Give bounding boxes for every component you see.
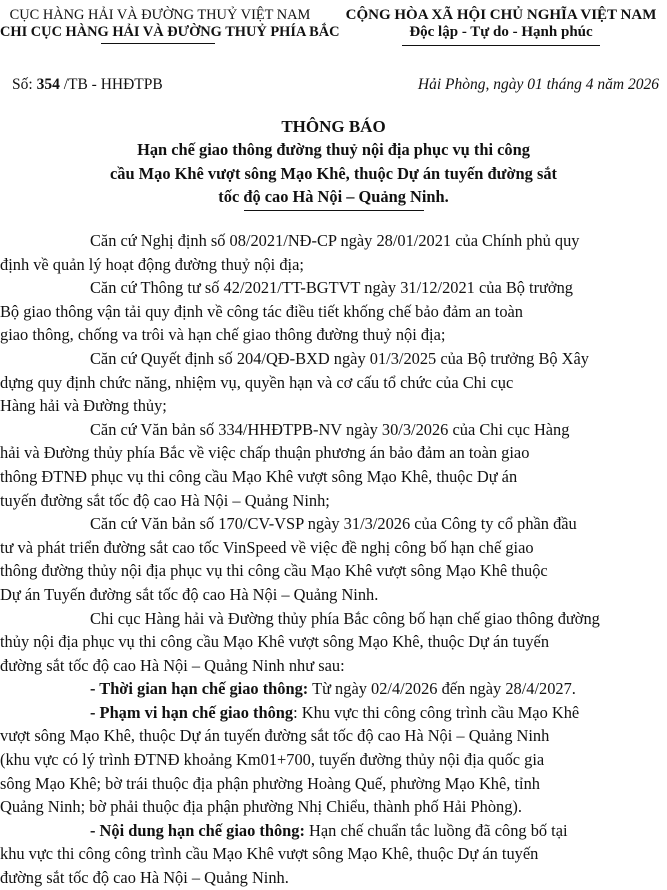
restriction-time-item bbox=[60, 677, 667, 701]
text-line bbox=[60, 819, 667, 843]
legal-basis-paragraph bbox=[0, 347, 667, 418]
restriction-scope-item bbox=[0, 701, 667, 819]
text-line: thông ĐTNĐ phục vụ thi công cầu Mạo Khê vượt sông Mạo Khê, thuộc Dự án bbox=[0, 466, 518, 486]
document-body bbox=[0, 229, 667, 890]
text-line: hải và Đường thủy phía Bắc về việc chấp thuận phương án bảo đảm an toàn giao bbox=[0, 443, 530, 463]
scope-first-line: : Khu vực thi công công trình cầu Mạo Khê bbox=[293, 702, 580, 722]
text-line: tuyến đường sắt tốc độ cao Hà Nội – Quảng Ninh; bbox=[0, 490, 330, 510]
country-name: CỘNG HÒA XÃ HỘI CHỦ NGHĨA VIỆT NAM bbox=[345, 7, 657, 23]
legal-basis-paragraph bbox=[0, 229, 667, 276]
number-prefix: Số: bbox=[12, 76, 37, 93]
agency-header bbox=[0, 7, 340, 41]
time-label: - Thời gian hạn chế giao thông: bbox=[90, 679, 309, 699]
number-suffix: /TB - HHĐTPB bbox=[59, 76, 163, 93]
text-line: dựng quy định chức năng, nhiệm vụ, quyền hạn và cơ cấu tổ chức của Chi cục bbox=[0, 372, 514, 392]
text-line: Căn cứ Quyết định số 204/QĐ-BXD ngày 01/3/2025 của Bộ trưởng Bộ Xây bbox=[90, 348, 589, 368]
text-line: thông đường thủy nội địa phục vụ thi công cầu Mạo Khê vượt sông Mạo Khê thuộc bbox=[0, 561, 548, 581]
scope-label: - Phạm vi hạn chế giao thông bbox=[90, 702, 294, 722]
text-line: Căn cứ Văn bản số 170/CV-VSP ngày 31/3/2026 của Công ty cổ phần đầu bbox=[90, 514, 577, 534]
text-line: Quảng Ninh; bờ phải thuộc địa phận phường Nhị Chiểu, thành phố Hải Phòng). bbox=[0, 797, 522, 817]
text-line: định về quản lý hoạt động đường thuỷ nội địa; bbox=[0, 254, 304, 274]
text-line: khu vực thi công công trình cầu Mạo Khê vượt sông Mạo Khê, thuộc Dự án tuyến bbox=[0, 844, 539, 864]
subtitle-line: Hạn chế giao thông đường thuỷ nội địa phục vụ thi công bbox=[137, 140, 530, 159]
text-line: giao thông, chống va trôi và hạn chế giao thông đường thuỷ nội địa; bbox=[0, 325, 446, 345]
text-line: Căn cứ Văn bản số 334/HHĐTPB-NV ngày 30/3/2026 của Chi cục Hàng bbox=[90, 419, 570, 439]
text-line bbox=[60, 677, 667, 701]
national-motto: Độc lập - Tự do - Hạnh phúc bbox=[409, 24, 593, 40]
text-line: Hàng hải và Đường thủy; bbox=[0, 396, 167, 416]
text-line: thủy nội địa phục vụ thi công cầu Mạo Khê vượt sông Mạo Khê, thuộc Dự án tuyến bbox=[0, 632, 550, 652]
document-subtitle bbox=[20, 138, 647, 209]
subtitle-underline bbox=[244, 210, 424, 211]
subtitle-line: tốc độ cao Hà Nội – Quảng Ninh. bbox=[218, 187, 449, 206]
document-number bbox=[12, 73, 163, 97]
time-value: Từ ngày 02/4/2026 đến ngày 28/4/2027. bbox=[308, 679, 576, 699]
subtitle-line: cầu Mạo Khê vượt sông Mạo Khê, thuộc Dự án tuyến đường sắt bbox=[110, 163, 557, 183]
announcement-paragraph bbox=[0, 607, 667, 678]
legal-basis-paragraph bbox=[0, 512, 667, 606]
number-value: 354 bbox=[36, 76, 60, 93]
text-line: Dự án Tuyến đường sắt tốc độ cao Hà Nội – Quảng Ninh. bbox=[0, 584, 379, 604]
text-line: đường sắt tốc độ cao Hà Nội – Quảng Ninh. bbox=[0, 868, 289, 888]
text-line: tư và phát triển đường sắt cao tốc VinSpeed về việc đề nghị công bố hạn chế giao bbox=[0, 537, 534, 557]
document-date: Hải Phòng, ngày 01 tháng 4 năm 2026 bbox=[417, 76, 659, 93]
text-line: (khu vực có lý trình ĐTNĐ khoảng Km01+700, tuyến đường thủy nội địa quốc gia bbox=[0, 750, 545, 770]
legal-basis-paragraph bbox=[0, 276, 667, 347]
agency-underline bbox=[101, 43, 215, 44]
text-line: sông Mạo Khê; bờ trái thuộc địa phận phường Hoàng Quế, phường Mạo Khê, tỉnh bbox=[0, 773, 540, 793]
text-line: Căn cứ Thông tư số 42/2021/TT-BGTVT ngày 31/12/2021 của Bộ trưởng bbox=[90, 278, 573, 298]
content-first-line: Hạn chế chuẩn tắc luồng đã công bố tại bbox=[304, 820, 568, 840]
restriction-content-item bbox=[0, 819, 667, 890]
agency-name: CHI CỤC HÀNG HẢI VÀ ĐƯỜNG THUỶ PHÍA BẮC bbox=[0, 24, 340, 40]
text-line: đường sắt tốc độ cao Hà Nội – Quảng Ninh như sau: bbox=[0, 655, 345, 675]
parent-agency-name: CỤC HÀNG HẢI VÀ ĐƯỜNG THUỶ VIỆT NAM bbox=[9, 7, 311, 23]
text-line: vượt sông Mạo Khê, thuộc Dự án tuyến đường sắt tốc độ cao Hà Nội – Quảng Ninh bbox=[0, 726, 550, 746]
text-line: Bộ giao thông vận tải quy định về công tác điều tiết khống chế bảo đảm an toàn bbox=[0, 301, 524, 321]
motto-underline bbox=[402, 45, 600, 46]
text-line: Căn cứ Nghị định số 08/2021/NĐ-CP ngày 28/01/2021 của Chính phủ quy bbox=[90, 231, 580, 250]
document-title: THÔNG BÁO bbox=[281, 117, 386, 136]
legal-basis-paragraph bbox=[0, 418, 667, 512]
national-header bbox=[336, 7, 666, 41]
content-label: - Nội dung hạn chế giao thông: bbox=[90, 820, 305, 840]
text-line bbox=[60, 701, 667, 725]
text-line: Chi cục Hàng hải và Đường thủy phía Bắc công bố hạn chế giao thông đường bbox=[90, 608, 600, 628]
